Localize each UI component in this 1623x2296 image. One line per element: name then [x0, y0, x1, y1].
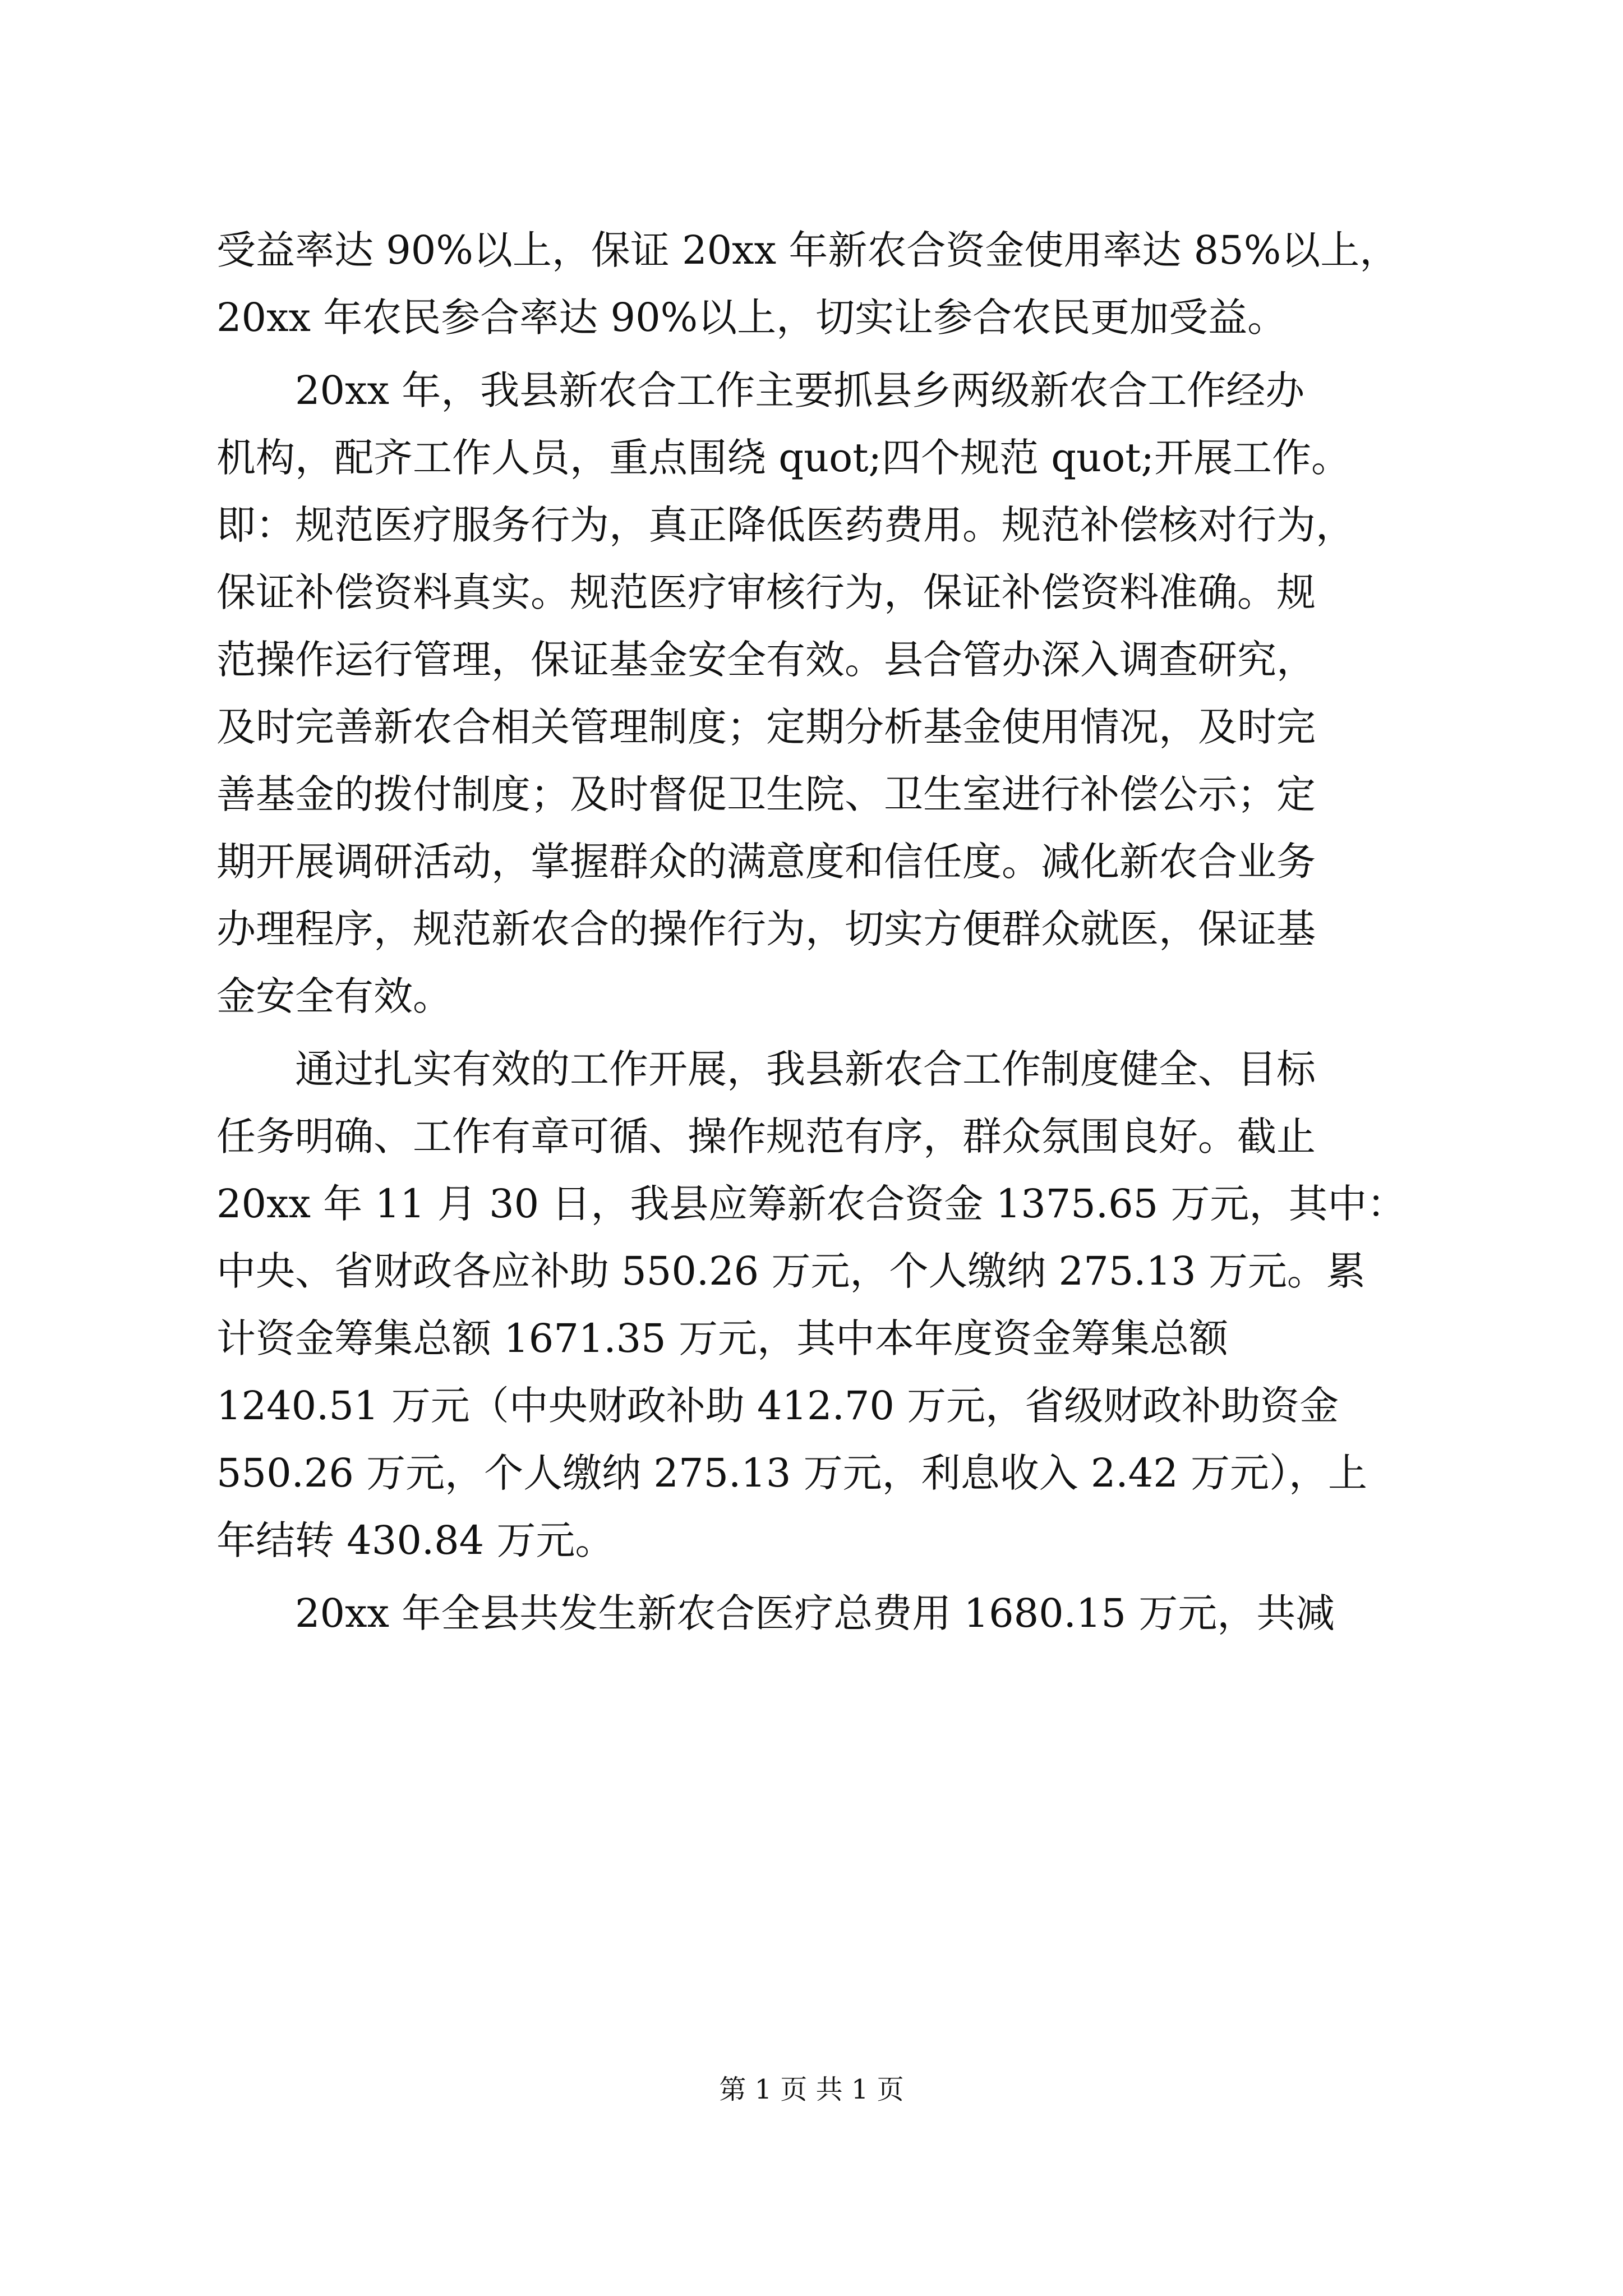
page-number-footer: 第 1 页 共 1 页	[719, 2074, 904, 2105]
text-line: 550.26 万元，个人缴纳 275.13 万元，利息收入 2.42 万元），上	[216, 1450, 1367, 1496]
text-line: 金安全有效。	[216, 973, 452, 1019]
paragraph-first-line: 20xx 年全县共发生新农合医疗总费用 1680.15 万元，共减	[295, 1590, 1335, 1636]
text-line: 20xx 年农民参合率达 90%以上，切实让参合农民更加受益。	[216, 295, 1287, 341]
text-line: 范操作运行管理，保证基金安全有效。县合管办深入调查研究，	[216, 637, 1316, 683]
text-line: 中央、省财政各应补助 550.26 万元，个人缴纳 275.13 万元。累	[216, 1248, 1366, 1294]
text-line: 期开展调研活动，掌握群众的满意度和信任度。减化新农合业务	[216, 839, 1316, 885]
paragraph-first-line: 20xx 年，我县新农合工作主要抓县乡两级新农合工作经办	[295, 367, 1305, 413]
text-line: 及时完善新农合相关管理制度；定期分析基金使用情况，及时完	[216, 704, 1316, 750]
text-line: 任务明确、工作有章可循、操作规范有序，群众氛围良好。截止	[216, 1114, 1316, 1159]
text-line: 受益率达 90%以上，保证 20xx 年新农合资金使用率达 85%以上，	[216, 227, 1399, 273]
text-line: 计资金筹集总额 1671.35 万元，其中本年度资金筹集总额	[216, 1315, 1228, 1361]
text-line: 1240.51 万元（中央财政补助 412.70 万元，省级财政补助资金	[216, 1383, 1339, 1429]
text-line: 年结转 430.84 万元。	[216, 1517, 615, 1563]
paragraph-first-line: 通过扎实有效的工作开展，我县新农合工作制度健全、目标	[295, 1046, 1316, 1092]
text-line: 20xx 年 11 月 30 日，我县应筹新农合资金 1375.65 万元，其中：	[216, 1181, 1407, 1227]
text-line: 即：规范医疗服务行为，真正降低医药费用。规范补偿核对行为，	[216, 502, 1355, 548]
text-line: 保证补偿资料真实。规范医疗审核行为，保证补偿资料准确。规	[216, 569, 1316, 615]
text-line: 善基金的拨付制度；及时督促卫生院、卫生室进行补偿公示；定	[216, 771, 1316, 817]
text-line: 办理程序，规范新农合的操作行为，切实方便群众就医，保证基	[216, 906, 1316, 952]
text-line: 机构，配齐工作人员，重点围绕 quot;四个规范 quot;开展工作。	[216, 435, 1351, 481]
